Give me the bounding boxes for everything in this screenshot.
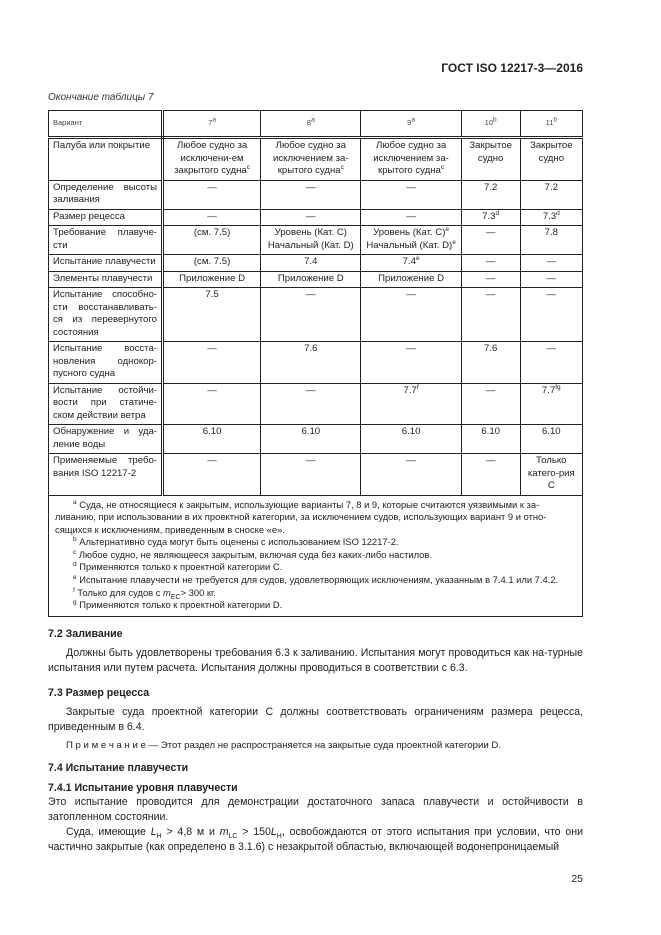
row-label: Испытание плавучести xyxy=(49,255,163,272)
table-cell: 7.6 xyxy=(261,342,361,384)
table-cell: 7.3$^d$ xyxy=(520,209,582,226)
section-7-4-1-title: 7.4.1 Испытание уровня плавучести xyxy=(48,781,238,794)
table-row xyxy=(49,209,583,226)
footnote: $^d$ Применяются только к проектной категории С. xyxy=(73,561,283,573)
table-7 xyxy=(48,110,583,617)
table-row xyxy=(49,138,583,181)
row-label: Размер рецесса xyxy=(49,209,163,226)
table-row xyxy=(49,255,583,272)
row-label: Обнаружение и уда-ление воды xyxy=(49,425,163,454)
table-row xyxy=(49,180,583,209)
table-row xyxy=(49,271,583,288)
table-cell: — xyxy=(163,342,261,384)
table-cell: — xyxy=(163,454,261,496)
table-cell: 7.3$^d$ xyxy=(461,209,520,226)
section-7-4-1-text: Это испытание проводится для демонстрации достаточного запаса плавучести и остойчивости в затопленном состоянии. Суда, имеющие $L_H > 4,8$ м и $m_{LC} > 150L_H$, освобождаются от этого испытания при условии, что они частично закрытые (как определено в 3.1.6) с незакрытой областью, включающей водонепроницаемый xyxy=(48,795,584,853)
table-cell: — xyxy=(461,454,520,496)
table-cell: Уровень (Кат. C) Начальный (Кат. D) xyxy=(261,226,361,255)
table-cell: Приложение D xyxy=(361,271,461,288)
header-cell: 9$^a$ xyxy=(361,111,461,138)
table-cell: (см. 7.5) xyxy=(163,226,261,255)
table-cell: Только катего-рия С xyxy=(520,454,582,496)
header-cell: 10$^b$ xyxy=(461,111,520,138)
table-cell: — xyxy=(261,209,361,226)
section-7-3-text: Закрытые суда проектной категории С должны соответствовать ограничениям размера рецесса, приведенным в 6.4. xyxy=(48,705,583,733)
row-label: Испытание восста-новления однокор-пусного судна xyxy=(49,342,163,384)
section-7-2-title: 7.2 Заливание xyxy=(48,627,123,640)
table-row xyxy=(49,383,583,425)
table-cell: — xyxy=(520,255,582,272)
table-cell: — xyxy=(461,255,520,272)
table-row xyxy=(49,342,583,384)
table-cell: 7.2 xyxy=(520,180,582,209)
table-cell: Закрытое судно xyxy=(520,138,582,181)
table-row xyxy=(49,454,583,496)
table-cell: — xyxy=(461,383,520,425)
table-cell: 7.4 xyxy=(261,255,361,272)
table-cell: 6.10 xyxy=(461,425,520,454)
table-cell: — xyxy=(361,209,461,226)
footnote: $^g$ Применяются только к проектной категории D. xyxy=(73,599,283,611)
section-7-4-title: 7.4 Испытание плавучести xyxy=(48,761,189,774)
table-cell: 7.6 xyxy=(461,342,520,384)
footnote: $^c$ Любое судно, не являющееся закрытым, включая суда без каких-либо настилов. xyxy=(73,548,432,560)
table-cell: Закрытое судно xyxy=(461,138,520,181)
table-cell: — xyxy=(520,271,582,288)
row-label: Элементы плавучести xyxy=(49,271,163,288)
table-cell: — xyxy=(163,209,261,226)
section-7-2-text: Должны быть удовлетворены требования 6.3 к заливанию. Испытания могут проводиться как на-турные испытания или путем расчета. Испытания должны проводиться в соответствии с 6.3. xyxy=(48,646,583,674)
table-cell: — xyxy=(461,226,520,255)
table-cell: — xyxy=(520,288,582,342)
table-row xyxy=(49,288,583,342)
row-label: Применяемые требо-вания ISO 12217-2 xyxy=(49,454,163,496)
table-cell: — xyxy=(361,342,461,384)
table-cell: 6.10 xyxy=(261,425,361,454)
table-cell: — xyxy=(461,271,520,288)
table-cell: Любое судно за исключени-ем закрытого судна$^c$ xyxy=(163,138,261,181)
footnote: $^e$ Испытание плавучести не требуется для судов, удовлетворяющих исключениям, указанным в 7.4.1 или 7.4.2. xyxy=(73,573,559,586)
table-row xyxy=(49,226,583,255)
footnote: $^b$ Альтернативно суда могут быть оценены с использованием ISO 12217-2. xyxy=(73,536,399,548)
table-cell: 7.7$^{fg}$ xyxy=(520,383,582,425)
document-header: ГОСТ ISO 12217-3—2016 xyxy=(441,61,583,75)
table-cell: — xyxy=(361,180,461,209)
table-cell: 7.8 xyxy=(520,226,582,255)
table-cell: — xyxy=(461,288,520,342)
table-cell: Приложение D xyxy=(261,271,361,288)
table-cell: — xyxy=(163,383,261,425)
table-cell: — xyxy=(261,180,361,209)
row-label: Палуба или покрытие xyxy=(49,138,163,181)
table-cell: 7.7$^f$ xyxy=(361,383,461,425)
table-row xyxy=(49,425,583,454)
table-cell: Уровень (Кат. C)$^e$ Начальный (Кат. D)$^e$ xyxy=(361,226,461,255)
footnote: $^a$ Суда, не относящиеся к закрытым, использующие варианты 7, 8 и 9, которые считаются уязвимыми к за-ливанию, при использовании в их проектной категории, за исключением судов, использующих вариант 9 и отно-сящихся к исключениям, приведенным в сноске «e». xyxy=(55,498,547,535)
table-cell: — xyxy=(361,288,461,342)
table-footnotes xyxy=(49,495,583,616)
table-cell: 6.10 xyxy=(163,425,261,454)
table-cell: Любое судно за исключением за-крытого судна$^c$ xyxy=(361,138,461,181)
table-cell: — xyxy=(261,454,361,496)
table-cell: — xyxy=(361,454,461,496)
header-cell: 8$^a$ xyxy=(261,111,361,138)
header-cell: 7$^a$ xyxy=(163,111,261,138)
table-cell: 7.4e xyxy=(361,255,461,272)
section-7-4-1-p2: Суда, имеющие $L_H > 4,8$ м и $m_{LC} > 150L_H$, освобождаются от этого испытания при условии, что они частично закрытые (как определено в 3.1.6) с незакрытой областью, включающей водонепроницаемый xyxy=(48,825,584,853)
table-cell: (см. 7.5) xyxy=(163,255,261,272)
row-label: Определение высоты заливания xyxy=(49,180,163,209)
table-cell: Любое судно за исключением за-крытого судна$^c$ xyxy=(261,138,361,181)
table-cell: 7.2 xyxy=(461,180,520,209)
table-cell: 7.5 xyxy=(163,288,261,342)
section-7-3-title: 7.3 Размер рецесса xyxy=(48,686,150,699)
row-label: Требование плавуче-сти xyxy=(49,226,163,255)
row-label: Испытание способно-сти восстанавливать-ся из перевернутого состояния xyxy=(49,288,163,342)
table-cell: Приложение D xyxy=(163,271,261,288)
header-cell: 11$^b$ xyxy=(520,111,582,138)
table-cell: — xyxy=(163,180,261,209)
header-cell: Вариант xyxy=(49,111,163,138)
table-cell: — xyxy=(520,342,582,384)
table-cell: — xyxy=(261,288,361,342)
page-number: 25 xyxy=(571,872,583,885)
table-cell: 6.10 xyxy=(361,425,461,454)
table-caption: Окончание таблицы 7 xyxy=(48,92,154,103)
table-cell: — xyxy=(261,383,361,425)
table-cell: 6.10 xyxy=(520,425,582,454)
section-7-3-note: П р и м е ч а н и е — Этот раздел не распространяется на закрытые суда проектной категории D. xyxy=(66,739,501,751)
footnote: $^f$ Только для судов с $m_{EC}> 300$ кг. xyxy=(73,586,216,601)
row-label: Испытание остойчи-вости при статиче-ском действии ветра xyxy=(49,383,163,425)
